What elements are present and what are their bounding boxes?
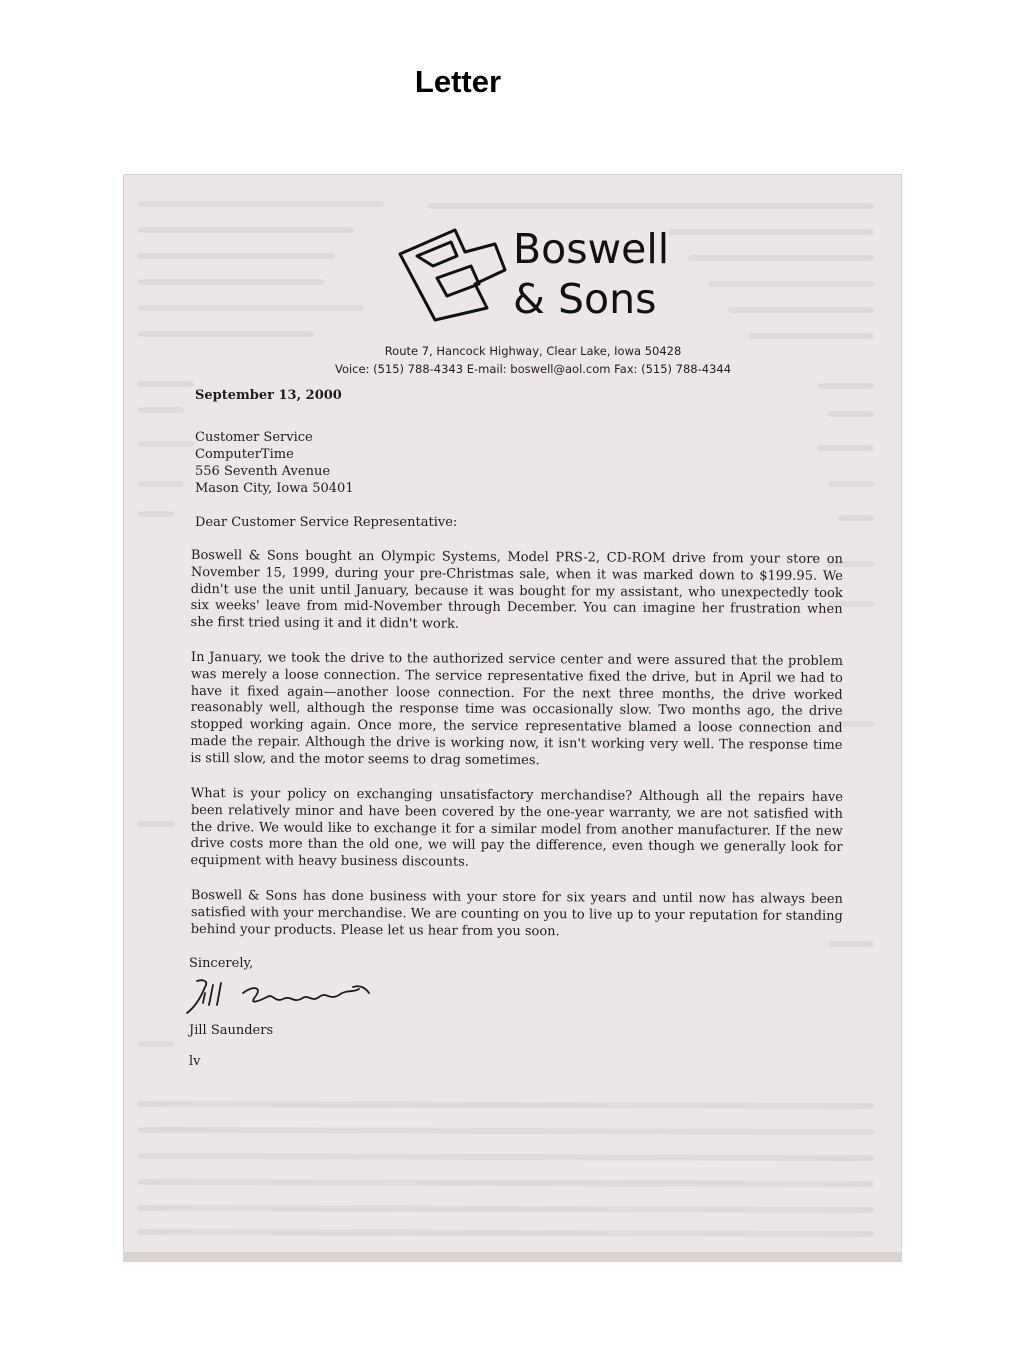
company-name	[513, 224, 669, 324]
company-address: Route 7, Hancock Highway, Clear Lake, Iowa 50428	[384, 344, 682, 358]
letter	[183, 222, 843, 1069]
handwritten-signature	[183, 975, 843, 1017]
page-title: Letter	[414, 64, 502, 99]
typist-initials: lv	[189, 1053, 201, 1069]
closing: Sincerely,	[189, 955, 254, 971]
company-name-line1: Boswell	[513, 225, 670, 273]
scanned-letter	[123, 174, 902, 1262]
letter-paragraph: In January, we took the drive to the authorized service center and were assured that the problem was merely a loose connection. The service representative fixed the drive, but in April we had to have it fixed again—another loose connection. For the next three months, the drive worked reasonably well, although the response time was occasionally slow. Two months ago, the drive stopped working again. Once more, the service representative blamed a loose connection and made the repair. Although the drive is working now, it isn't working very well. The response time is still slow, and the motor seems to drag sometimes.	[190, 649, 843, 768]
letter-date: September 13, 2000	[195, 388, 342, 403]
recipient-line: Mason City, Iowa 50401	[195, 481, 354, 496]
recipient-address	[195, 429, 843, 497]
b-monogram-icon	[395, 222, 510, 322]
recipient-line: ComputerTime	[195, 447, 294, 462]
signer-name: Jill Saunders	[189, 1022, 274, 1038]
letterhead-address	[333, 342, 733, 378]
recipient-line: 556 Seventh Avenue	[195, 464, 331, 479]
letter-paragraph: Boswell & Sons bought an Olympic Systems, Model PRS-2, CD-ROM drive from your store on November 15, 1999, during your pre-Christmas sale, when it was marked down to $199.95. We didn't use the unit until January, because it was bought for my assistant, who unexpectedly took six weeks' leave from mid-November through December. You can imagine her frustration when she first tried using it and it didn't work.	[190, 548, 843, 632]
company-contact: Voice: (515) 788-4343 E-mail: boswell@aol.com Fax: (515) 788-4344	[334, 362, 732, 376]
company-name-line2: & Sons	[513, 275, 657, 323]
letter-paragraph: What is your policy on exchanging unsatisfactory merchandise? Although all the repairs have been relatively minor and have been covered by the one-year warranty, we are not satisfied with the drive. We would like to exchange it for a similar model from another manufacturer. If the new drive costs more than the old one, we will pay the difference, even though we generally look for equipment with heavy business discounts.	[190, 785, 843, 870]
recipient-line: Customer Service	[195, 430, 313, 445]
salutation: Dear Customer Service Representative:	[195, 515, 458, 530]
signature-graphic	[183, 975, 383, 1017]
letter-paragraph: Boswell & Sons has done business with your store for six years and until now has always been satisfied with your merchandise. We are counting on you to live up to your reputation for standing behind your products. Please let us hear from you soon.	[190, 887, 843, 939]
letterhead-logo	[183, 222, 843, 342]
